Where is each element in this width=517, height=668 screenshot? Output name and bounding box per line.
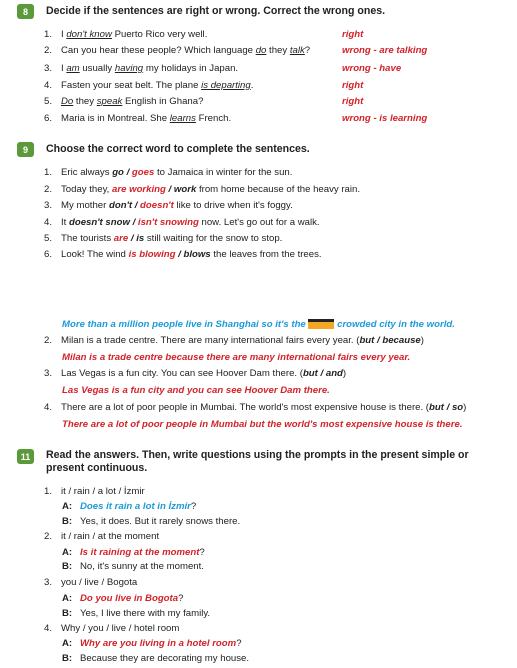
ex10-answer: Las Vegas is a fun city and you can see Hoover Dam there. [62,385,330,396]
ex11-answer: B: No, it's sunny at the moment. [62,561,204,572]
ex11-answer: B: Yes, I live there with my family. [62,608,211,619]
ex9-item: 2. Today they, are working / work from home because of the heavy rain. [44,184,361,195]
ex10-item: 2. Milan is a trade centre. There are many international fairs every year. (but / because) [44,335,424,346]
ex11-question: A: Do you live in Bogota? [62,593,184,604]
ex8-item: 2. Can you hear these people? Which language do they talk? [44,45,311,56]
ex9-item: 1. Eric always go / goes to Jamaica in winter for the sun. [44,167,293,178]
ex8-item: 5. Do they speak English in Ghana? [44,96,204,107]
ex9-item: 6. Look! The wind is blowing / blows the leaves from the trees. [44,249,322,260]
ex11-answer: B: Yes, it does. But it rarely snows there. [62,516,241,527]
ex8-item: 1. I don't know Puerto Rico very well. [44,29,208,40]
exercise-9-number: 9 [17,142,34,157]
ex9-item: 5. The tourists are / is still waiting for the snow to stop. [44,233,283,244]
ex11-question: A: Does it rain a lot in İzmir? [62,501,197,512]
ex11-prompt: 3. you / live / Bogota [44,577,138,588]
highlight-mark [308,319,334,329]
ex8-answer: wrong - are talking [342,45,428,56]
ex11-prompt: 1. it / rain / a lot / İzmir [44,486,145,497]
ex11-prompt: 4. Why / you / live / hotel room [44,623,180,634]
ex8-answer: wrong - is learning [342,113,428,124]
exercise-11-number: 11 [17,449,34,464]
exercise-9-heading: Choose the correct word to complete the sentences. [46,143,310,155]
ex8-item: 4. Fasten your seat belt. The plane is departing. [44,80,254,91]
ex8-item: 3. I am usually having my holidays in Japan. [44,63,239,74]
exercise-11-heading-line-2: present continuous. [46,462,148,474]
ex10-answer: Milan is a trade centre because there are many international fairs every year. [62,352,411,363]
ex9-item: 4. It doesn't snow / isn't snowing now. Let's go out for a walk. [44,217,320,228]
ex11-answer: B: Because they are decorating my house. [62,653,250,664]
ex8-answer: right [342,96,364,107]
ex8-answer: right [342,29,364,40]
ex11-question: A: Why are you living in a hotel room? [62,638,242,649]
exercise-8-heading: Decide if the sentences are right or wrong. Correct the wrong ones. [46,5,386,17]
ex8-item: 6. Maria is in Montreal. She learns French. [44,113,232,124]
ex8-answer: wrong - have [342,63,402,74]
ex10-item: 4. There are a lot of poor people in Mumbai. The world's most expensive house is there. (but / so) [44,402,467,413]
ex10-item: 3. Las Vegas is a fun city. You can see Hoover Dam there. (but / and) [44,368,347,379]
exercise-8-number: 8 [17,4,34,19]
ex10-line-1: More than a million people live in Shanghai so it's the crowded city in the world. [62,319,455,330]
ex11-question: A: Is it raining at the moment? [62,547,205,558]
ex9-item: 3. My mother don't / doesn't like to drive when it's foggy. [44,200,293,211]
ex11-prompt: 2. it / rain / at the moment [44,531,160,542]
ex8-answer: right [342,80,364,91]
exercise-11-heading-line-1: Read the answers. Then, write questions using the prompts in the present simple or [46,449,469,461]
ex10-answer: There are a lot of poor people in Mumbai but the world's most expensive house is there. [62,419,463,430]
